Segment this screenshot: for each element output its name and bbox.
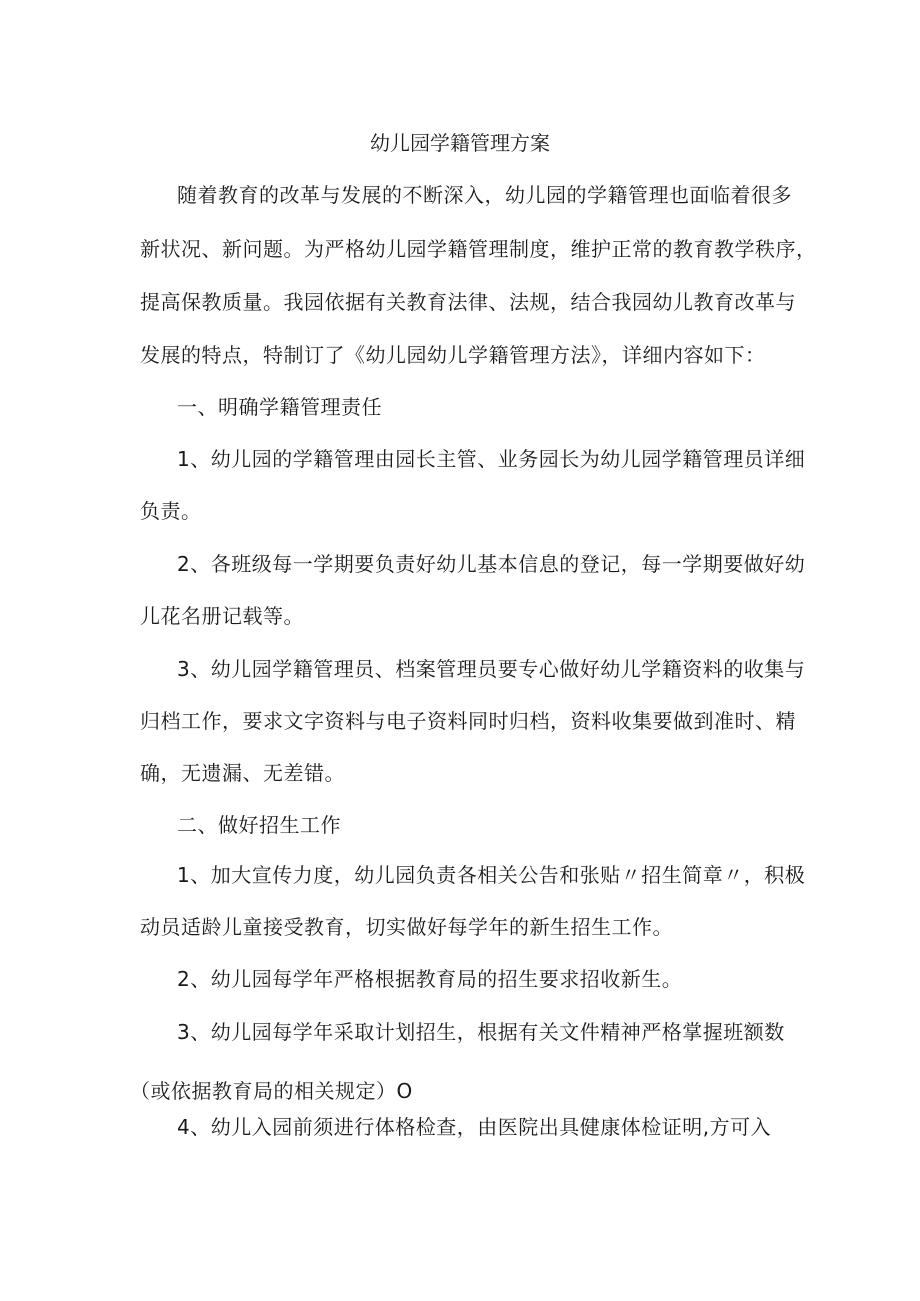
- paragraph-line: 3、幼儿园学籍管理员、档案管理员要专心做好幼儿学籍资料的收集与: [177, 657, 806, 681]
- paragraph-line: 负责。: [140, 499, 202, 523]
- paragraph-line: 动员适龄儿童接受教育，切实做好每学年的新生招生工作。: [140, 915, 673, 939]
- paragraph-line: 1、加大宣传力度，幼儿园负责各相关公告和张贴〃招生简章〃，积极: [177, 863, 806, 887]
- paragraph-line: 提高保教质量。我园依据有关教育法律、法规，结合我园幼儿教育改革与: [140, 290, 796, 314]
- paragraph-line: （或依据教育局的相关规定）O: [130, 1079, 413, 1103]
- paragraph-line: 1、幼儿园的学籍管理由园长主管、业务园长为幼儿园学籍管理员详细: [177, 447, 806, 471]
- paragraph-line: 2、幼儿园每学年严格根据教育局的招生要求招收新生。: [177, 967, 683, 991]
- paragraph-line: 儿花名册记载等。: [140, 604, 304, 628]
- paragraph-line: 发展的特点，特制订了《幼儿园幼儿学籍管理方法》，详细内容如下：: [140, 343, 766, 367]
- paragraph-line: 3、幼儿园每学年采取计划招生，根据有关文件精神严格掌握班额数: [177, 1020, 785, 1044]
- paragraph-line: 随着教育的改革与发展的不断深入，幼儿园的学籍管理也面临着很多: [177, 183, 792, 207]
- paragraph-line: 归档工作，要求文字资料与电子资料同时归档，资料收集要做到准时、精: [140, 709, 796, 733]
- paragraph-line: 4、幼儿入园前须进行体格检查，由医院出具健康体检证明,方可入: [177, 1115, 772, 1139]
- section-heading: 二、做好招生工作: [177, 813, 341, 837]
- document-title: 幼儿园学籍管理方案: [370, 131, 550, 155]
- section-heading: 一、明确学籍管理责任: [177, 395, 382, 419]
- paragraph-line: 2、各班级每一学期要负责好幼儿基本信息的登记，每一学期要做好幼: [177, 552, 806, 576]
- paragraph-line: 新状况、新问题。为严格幼儿园学籍管理制度，维护正常的教育教学秩序，: [140, 237, 817, 261]
- paragraph-line: 确，无遗漏、无差错。: [140, 761, 345, 785]
